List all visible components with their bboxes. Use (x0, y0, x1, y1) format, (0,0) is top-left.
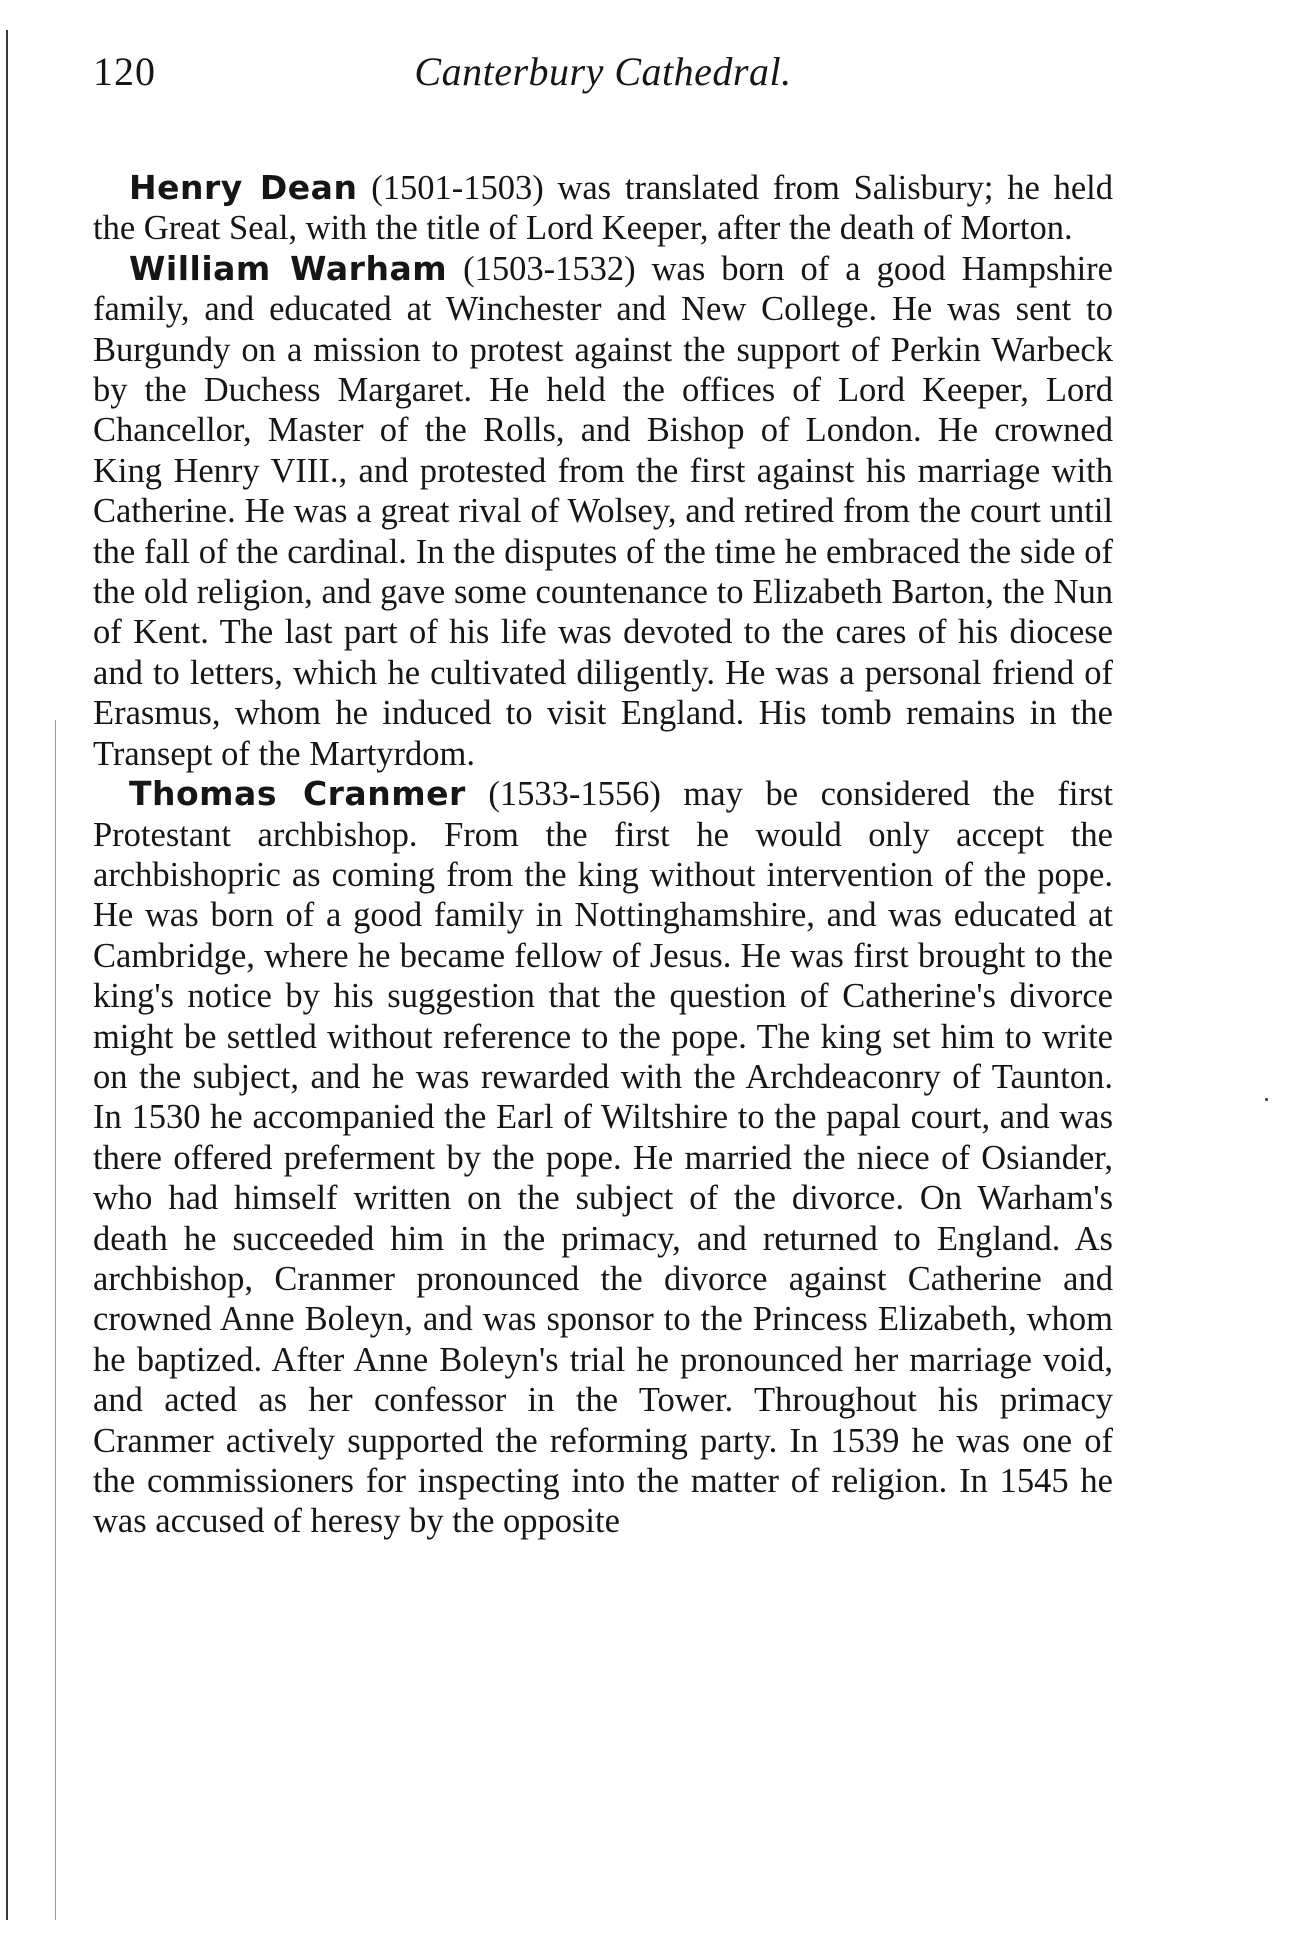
paragraph-thomas-cranmer (93, 774, 1113, 1542)
paragraph-henry-dean (93, 168, 1113, 249)
paragraph-text: (1533-1556) may be considered the first Protestant archbishop. From the first he would only accept the archbishopric as coming from the king without intervention of the pope. He was born of a good family in Nottinghamshire, and was educated at Cambridge, where he became fellow of Jesus. He was first brought to the king's notice by his suggestion that the question of Catherine's divorce might be settled without reference to the pope. The king set him to write on the subject, and he was rewarded with the Archdeaconry of Taunton. In 1530 he accompanied the Earl of Wiltshire to the papal court, and was there offered preferment by the pope. He married the niece of Osiander, who had himself written on the subject of the divorce. On Warham's death he succeeded him in the primacy, and returned to England. As archbishop, Cranmer pronounced the divorce against Catherine and crowned Anne Boleyn, and was sponsor to the Princess Elizabeth, whom he baptized. After Anne Boleyn's trial he pronounced her marriage void, and acted as her confessor in the Tower. Throughout his primacy Cranmer actively supported the reforming party. In 1539 he was one of the commissioners for inspecting into the matter of religion. In 1545 he was accused of heresy by the opposite (93, 775, 1113, 1541)
body-text (93, 168, 1113, 1542)
paragraph-william-warham (93, 249, 1113, 774)
archbishop-name: William Warham (129, 248, 448, 288)
paragraph-text: (1503-1532) was born of a good Hampshire family, and educated at Winchester and New College. He was sent to Burgundy on a mission to protest against the support of Perkin Warbeck by the Duchess Margaret. He held the offices of Lord Keeper, Lord Chancellor, Master of the Rolls, and Bishop of London. He crowned King Henry VIII., and protested from the first against his marriage with Catherine. He was a great rival of Wolsey, and retired from the court until the fall of the cardinal. In the disputes of the time he embraced the side of the old religion, and gave some countenance to Elizabeth Barton, the Nun of Kent. The last part of his life was devoted to the cares of his diocese and to letters, which he cultivated diligently. He was a personal friend of Erasmus, whom he induced to visit England. His tomb remains in the Transept of the Martyrdom. (93, 249, 1113, 773)
page-number: 120 (93, 49, 156, 94)
page-edge-line (6, 30, 8, 1920)
binding-shadow-line (55, 720, 56, 1920)
paragraph-text: (1501-1503) was translated from Salisbury; he held the Great Seal, with the title of Lord Keeper, after the death of Morton. (93, 169, 1113, 248)
running-title: Canterbury Cathedral. (414, 49, 792, 94)
archbishop-name: Henry Dean (129, 168, 358, 207)
book-page (93, 40, 1113, 1542)
page-header (93, 40, 1113, 106)
ink-speck (1265, 1098, 1268, 1101)
archbishop-name: Thomas Cranmer (129, 774, 466, 814)
